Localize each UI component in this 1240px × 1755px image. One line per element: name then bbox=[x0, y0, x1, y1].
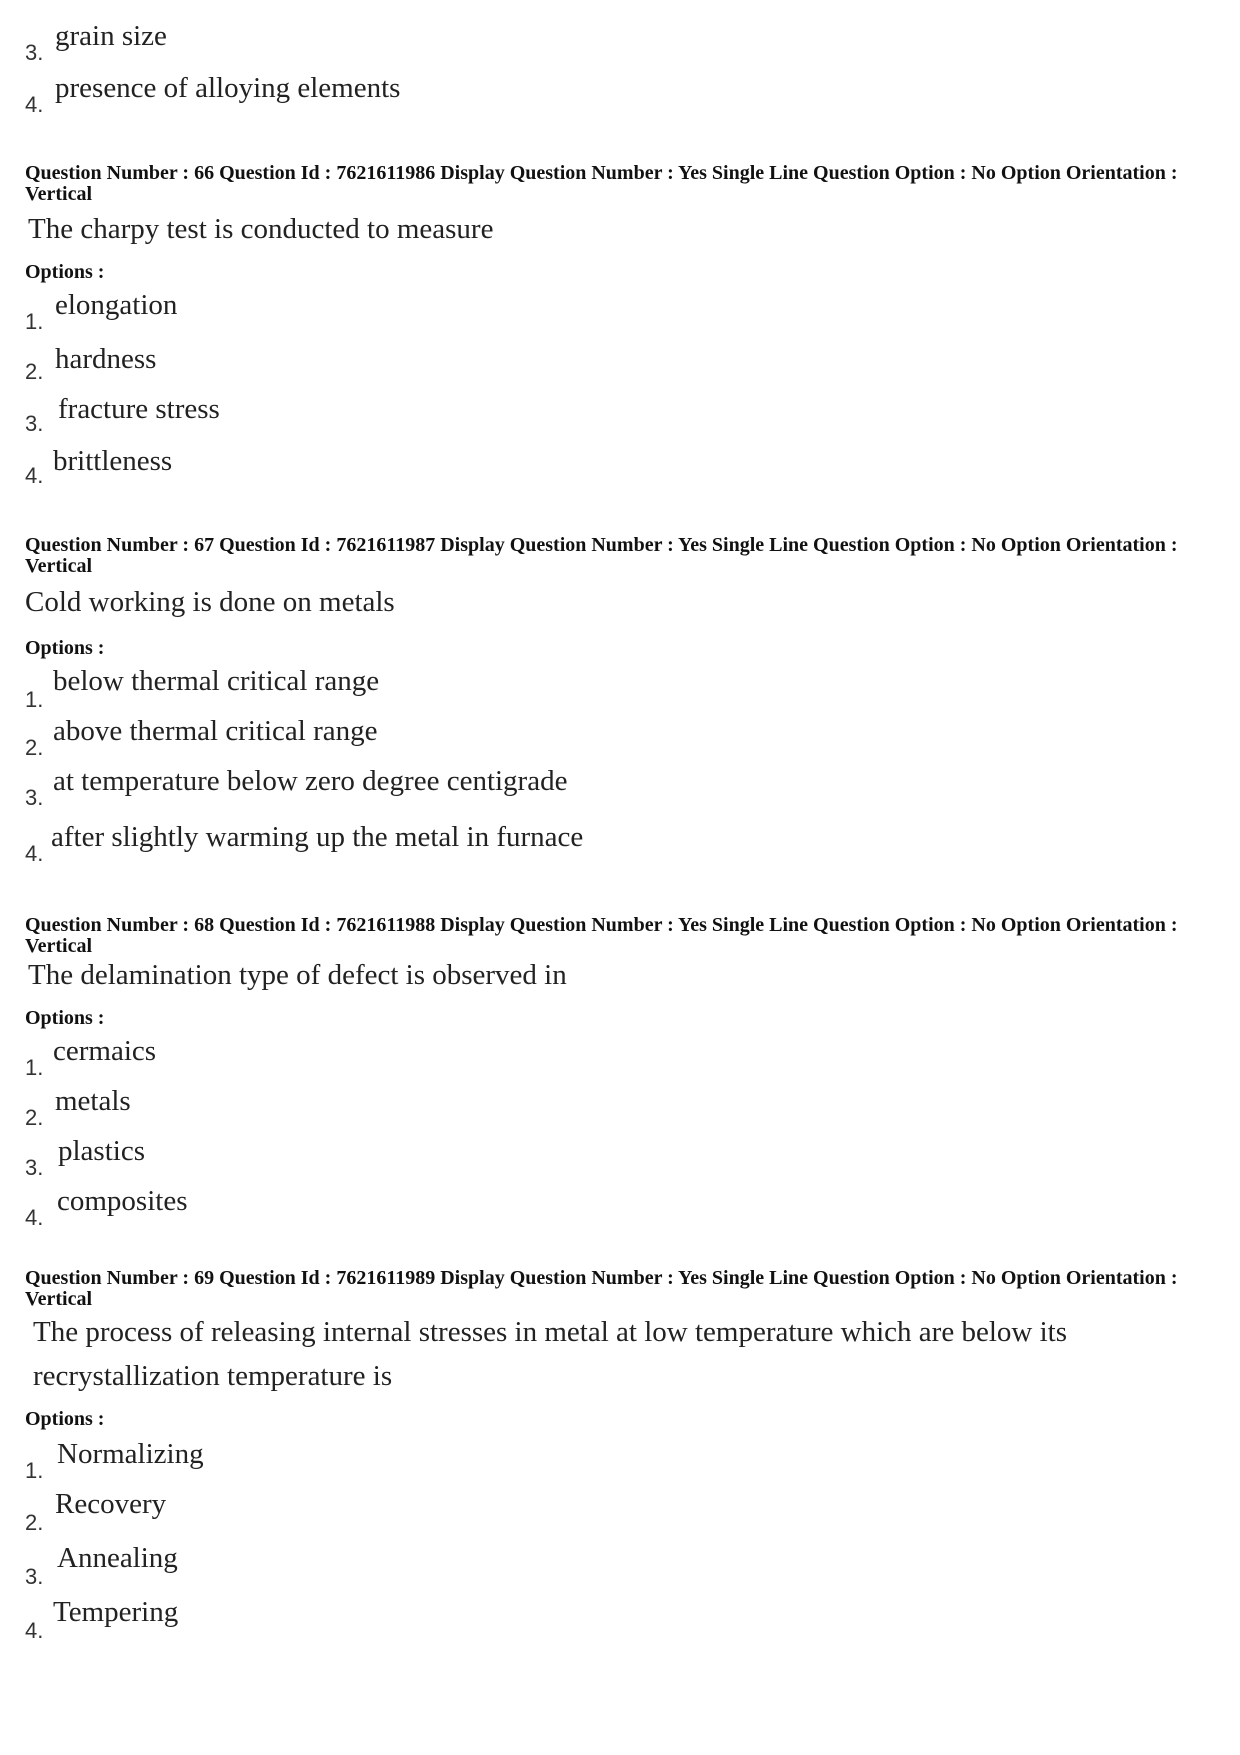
option-number: 4. bbox=[25, 463, 44, 488]
option-text: hardness bbox=[55, 343, 157, 375]
option-number: 4. bbox=[25, 1205, 44, 1230]
option-text: presence of alloying elements bbox=[55, 72, 401, 104]
options-label: Options : bbox=[25, 637, 105, 659]
option-text: after slightly warming up the metal in furnace bbox=[51, 821, 584, 853]
option-text: at temperature below zero degree centigrade bbox=[53, 765, 568, 797]
question-meta: Question Number : 66 Question Id : 7621611986 Display Question Number : Yes Single Line Question Option : No Option Orientation : Vertical bbox=[25, 162, 1178, 205]
options-label: Options : bbox=[25, 1007, 105, 1029]
question-meta: Question Number : 69 Question Id : 7621611989 Display Question Number : Yes Single Line Question Option : No Option Orientation : Vertical bbox=[25, 1267, 1178, 1310]
option-text: Normalizing bbox=[57, 1438, 204, 1470]
option-text: fracture stress bbox=[58, 393, 220, 425]
option-number: 1. bbox=[25, 1055, 44, 1080]
option-number: 1. bbox=[25, 309, 44, 334]
question-text: The delamination type of defect is observed in bbox=[28, 959, 567, 991]
option-text: composites bbox=[57, 1185, 188, 1217]
option-number: 3. bbox=[25, 1564, 44, 1589]
option-text: elongation bbox=[55, 289, 178, 321]
option-number: 4. bbox=[25, 841, 44, 866]
option-number: 2. bbox=[25, 1105, 44, 1130]
option-text: below thermal critical range bbox=[53, 665, 380, 697]
question-text: Cold working is done on metals bbox=[25, 586, 395, 618]
option-text: plastics bbox=[58, 1135, 145, 1167]
option-number: 3. bbox=[25, 411, 44, 436]
options-label: Options : bbox=[25, 1408, 105, 1430]
question-text: The process of releasing internal stresses in metal at low temperature which are below its recrystallization temperature is bbox=[33, 1316, 1067, 1392]
option-number: 1. bbox=[25, 687, 44, 712]
question-meta: Question Number : 67 Question Id : 7621611987 Display Question Number : Yes Single Line Question Option : No Option Orientation : Vertical bbox=[25, 534, 1178, 577]
question-text: The charpy test is conducted to measure bbox=[28, 213, 494, 245]
option-text: Tempering bbox=[53, 1596, 179, 1628]
option-number: 3. bbox=[25, 1155, 44, 1180]
option-text: cermaics bbox=[53, 1035, 157, 1067]
option-text: metals bbox=[55, 1085, 131, 1117]
options-label: Options : bbox=[25, 261, 105, 283]
option-number: 1. bbox=[25, 1458, 44, 1483]
option-number: 2. bbox=[25, 735, 44, 760]
question-meta: Question Number : 68 Question Id : 7621611988 Display Question Number : Yes Single Line Question Option : No Option Orientation : Vertical bbox=[25, 914, 1178, 957]
option-number: 3. bbox=[25, 785, 44, 810]
option-text: grain size bbox=[55, 20, 167, 52]
option-number: 4. bbox=[25, 1618, 44, 1643]
option-number: 2. bbox=[25, 1510, 44, 1535]
option-number: 3. bbox=[25, 40, 44, 65]
option-number: 2. bbox=[25, 359, 44, 384]
option-number: 4. bbox=[25, 92, 44, 117]
option-text: Recovery bbox=[55, 1488, 167, 1520]
option-text: above thermal critical range bbox=[53, 715, 378, 747]
option-text: brittleness bbox=[53, 445, 173, 477]
option-text: Annealing bbox=[57, 1542, 178, 1574]
